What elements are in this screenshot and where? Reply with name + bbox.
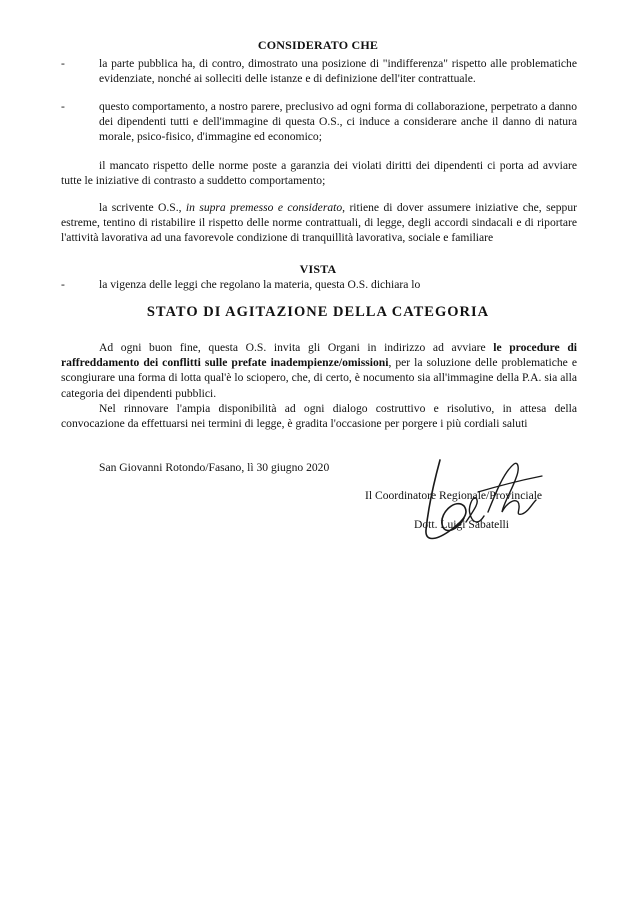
paragraph-4-start: la scrivente O.S., <box>99 201 186 214</box>
paragraph-4-italic: in supra premesso e considerato <box>185 201 343 214</box>
paragraph-6-end: , per la soluzione delle problematiche e scongiurare una forma di lotta qual'è lo sciopero, che, di certo, è nocumento sia all'immagine della P.A. sia alla categoria dei dipendenti pubblici. <box>61 356 577 400</box>
paragraph-6-bold: le procedure di raffreddamento dei conflitti sulle prefate inadempienze/omissioni <box>61 341 577 370</box>
heading-stato-agitazione: STATO DI AGITAZIONE DELLA CATEGORIA <box>146 304 490 320</box>
bullet: - <box>61 278 65 291</box>
paragraph-3: il mancato rispetto delle norme poste a garanzia dei violati diritti dei dipendenti ci porta ad avviare tutte le iniziative di contrasto a suddetto comportamento; <box>61 159 577 188</box>
paragraph-4-end: , ritiene di dover assumere iniziative che, seppur estreme, tentino di ristabilire il rispetto delle norme contrattuali, di legge, degli accordi sindacali e di riportare l'attività lavorativa ad una favorevole condizione di tranquillità lavorativa, sociale e familiare <box>61 201 577 245</box>
heading-considerato: CONSIDERATO CHE <box>257 38 379 52</box>
list-item-1 <box>61 56 577 86</box>
list-item-2 <box>61 99 577 145</box>
bullet: - <box>61 100 65 113</box>
heading-vista: VISTA <box>299 262 337 276</box>
bullet: - <box>61 57 65 70</box>
coordinator-title: Il Coordinatore Regionale/Provinciale <box>365 489 543 502</box>
paragraph-5: la vigenza delle leggi che regolano la materia, questa O.S. dichiara lo <box>99 278 421 291</box>
paragraph-2: questo comportamento, a nostro parere, preclusivo ad ogni forma di collaborazione, perpetrato a danno dei dipendenti tutti e dell'immagine di questa O.S., ci induce a considerare anche il danno di natura morale, psico-fisico, d'immagine ed economico; <box>99 100 577 144</box>
list-item-5 <box>61 277 577 292</box>
paragraph-7: Nel rinnovare l'ampia disponibilità ad ogni dialogo costruttivo e risolutivo, in attesa della convocazione da effettuarsi nei termini di legge, è gradita l'occasione per porgere i più cordiali saluti <box>61 402 577 431</box>
paragraph-6-start: Ad ogni buon fine, questa O.S. invita gli Organi in indirizzo ad avviare <box>99 341 494 354</box>
signatory-name: Dott. Luigi Sabatelli <box>414 518 509 531</box>
place-date: San Giovanni Rotondo/Fasano, lì 30 giugno 2020 <box>99 461 330 474</box>
paragraph-1: la parte pubblica ha, di contro, dimostrato una posizione di "indifferenza" rispetto alle problematiche evidenziate, nonché ai solleciti delle istanze e di definizione dell'iter contrattuale. <box>99 57 577 86</box>
paragraph-6 <box>61 340 577 401</box>
paragraph-4 <box>61 200 577 246</box>
